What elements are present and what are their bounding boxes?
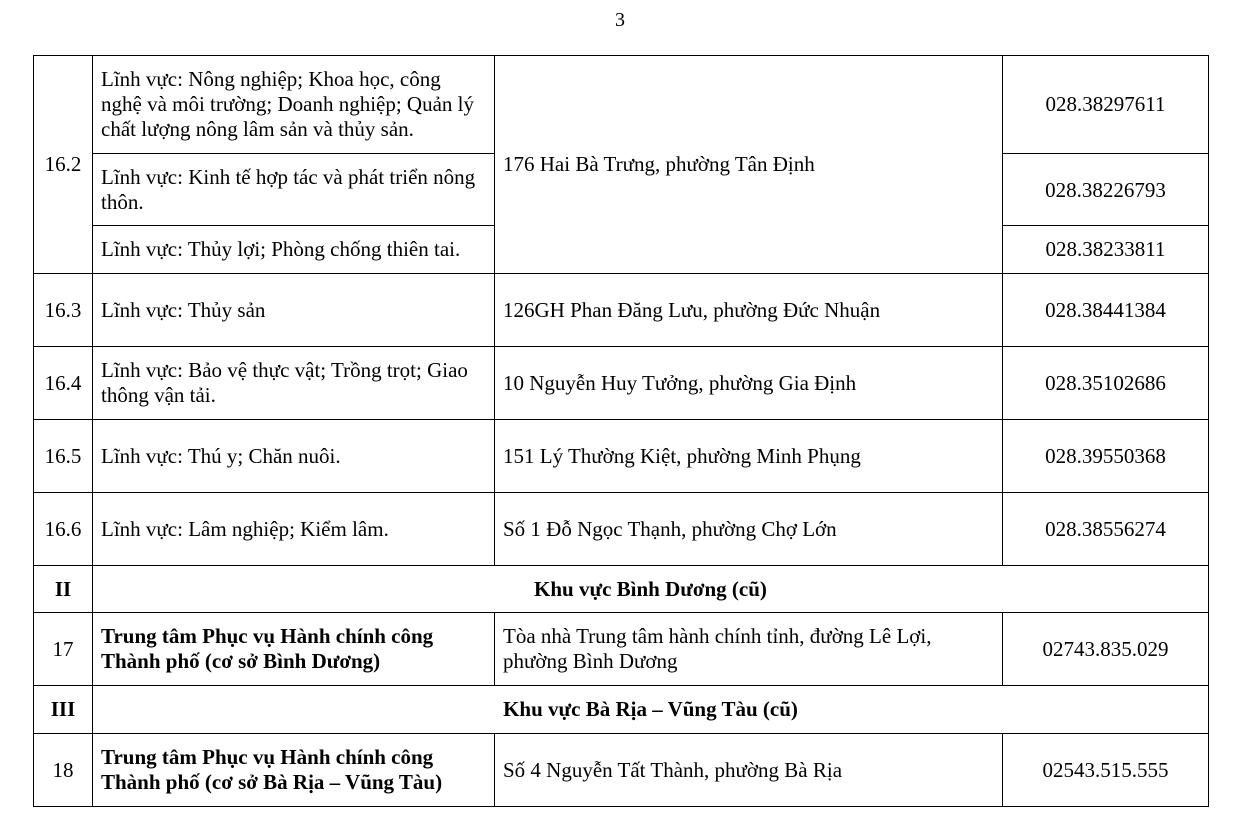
phone-cell: 02743.835.029: [1003, 613, 1209, 686]
phone-cell: 028.38226793: [1003, 154, 1209, 226]
page-number: 3: [615, 9, 625, 31]
office-directory-table: [33, 55, 1209, 807]
section-title: Khu vực Bình Dương (cũ): [93, 566, 1209, 613]
field-cell: Trung tâm Phục vụ Hành chính công Thành phố (cơ sở Bình Dương): [93, 613, 495, 686]
section-number: II: [34, 566, 93, 613]
address-cell: 126GH Phan Đăng Lưu, phường Đức Nhuận: [495, 274, 1003, 347]
address-cell: Số 1 Đỗ Ngọc Thạnh, phường Chợ Lớn: [495, 493, 1003, 566]
field-cell: Lĩnh vực: Thủy lợi; Phòng chống thiên tai.: [93, 226, 495, 274]
field-cell: Lĩnh vực: Kinh tế hợp tác và phát triển nông thôn.: [93, 154, 495, 226]
phone-cell: 028.39550368: [1003, 420, 1209, 493]
field-cell: Trung tâm Phục vụ Hành chính công Thành phố (cơ sở Bà Rịa – Vũng Tàu): [93, 734, 495, 807]
row-number: 17: [34, 613, 93, 686]
table-row: [34, 613, 1209, 686]
address-cell: 10 Nguyễn Huy Tưởng, phường Gia Định: [495, 347, 1003, 420]
row-number: 16.4: [34, 347, 93, 420]
field-cell: Lĩnh vực: Nông nghiệp; Khoa học, công nghệ và môi trường; Doanh nghiệp; Quản lý chất lượng nông lâm sản và thủy sản.: [93, 56, 495, 154]
table-row: [34, 56, 1209, 154]
table-row: [34, 274, 1209, 347]
field-cell: Lĩnh vực: Bảo vệ thực vật; Trồng trọt; Giao thông vận tải.: [93, 347, 495, 420]
table-row: [34, 347, 1209, 420]
phone-cell: 028.38556274: [1003, 493, 1209, 566]
phone-cell: 02543.515.555: [1003, 734, 1209, 807]
phone-cell: 028.38297611: [1003, 56, 1209, 154]
field-cell: Lĩnh vực: Thủy sản: [93, 274, 495, 347]
table-row: [34, 420, 1209, 493]
address-cell: 151 Lý Thường Kiệt, phường Minh Phụng: [495, 420, 1003, 493]
phone-cell: 028.38233811: [1003, 226, 1209, 274]
section-row: [34, 686, 1209, 734]
row-number: 16.6: [34, 493, 93, 566]
row-number: 16.2: [34, 56, 93, 274]
section-number: III: [34, 686, 93, 734]
field-cell: Lĩnh vực: Lâm nghiệp; Kiểm lâm.: [93, 493, 495, 566]
row-number: 16.5: [34, 420, 93, 493]
address-cell: 176 Hai Bà Trưng, phường Tân Định: [495, 56, 1003, 274]
phone-cell: 028.35102686: [1003, 347, 1209, 420]
field-cell: Lĩnh vực: Thú y; Chăn nuôi.: [93, 420, 495, 493]
row-number: 18: [34, 734, 93, 807]
table-row: [34, 493, 1209, 566]
address-cell: Số 4 Nguyễn Tất Thành, phường Bà Rịa: [495, 734, 1003, 807]
table-row: [34, 734, 1209, 807]
section-row: [34, 566, 1209, 613]
section-title: Khu vực Bà Rịa – Vũng Tàu (cũ): [93, 686, 1209, 734]
row-number: 16.3: [34, 274, 93, 347]
address-cell: Tòa nhà Trung tâm hành chính tỉnh, đường Lê Lợi, phường Bình Dương: [495, 613, 1003, 686]
phone-cell: 028.38441384: [1003, 274, 1209, 347]
